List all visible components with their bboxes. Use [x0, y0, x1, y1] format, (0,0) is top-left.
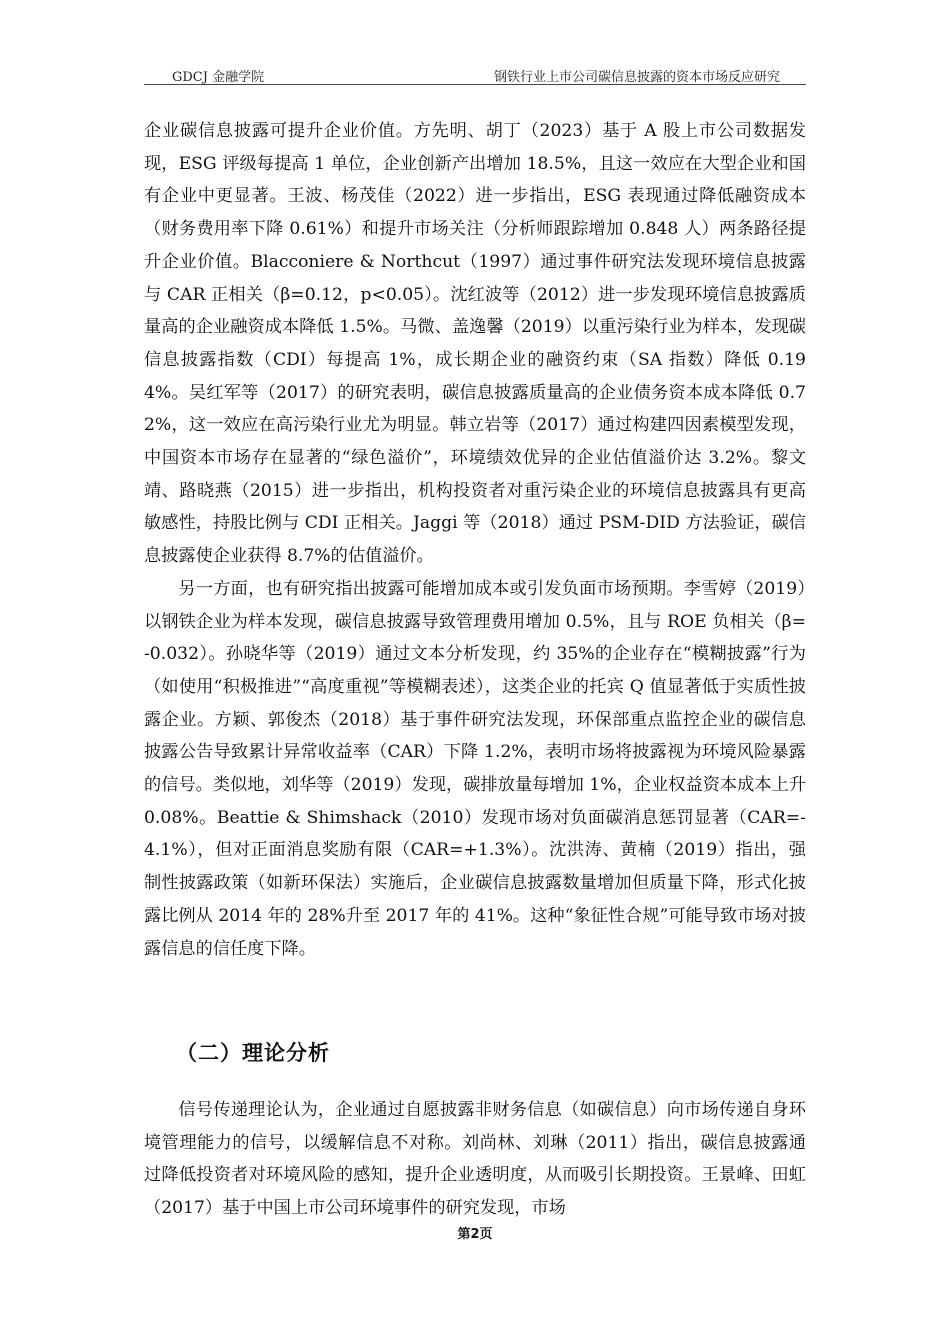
section-title: （二）理论分析 — [176, 1041, 330, 1065]
paragraph-2: 另一方面，也有研究指出披露可能增加成本或引发负面市场预期。李雪婷（2019）以钢铁企业为样本发现，碳信息披露导致管理费用增加 0.5%，且与 ROE 负相关（β=-0.032）。孙晓华等（2019）通过文本分析发现，约 35%的企业存在“模糊披露”行为（如使用“积极推进”“高度重视”等模糊表述），这类企业的托宾 Q 值显著低于实质性披露企业。方颖、郭俊杰（2018）基于事件研究法发现，环保部重点监控企业的碳信息披露公告导致累计异常收益率（CAR）下降 1.2%，表明市场将披露视为环境风险暴露的信号。类似地，刘华等（2019）发现，碳排放量每增加 1%，企业权益资本成本上升 0.08%。Beattie & Shimshack（2010）发现市场对负面碳消息惩罚显著（CAR=-4.1%），但对正面消息奖励有限（CAR=+1.3%）。沈洪涛、黄楠（2019）指出，强制性披露政策（如新环保法）实施后，企业碳信息披露数量增加但质量下降，形式化披露比例从 2014 年的 28%升至 2017 年的 41%。这种“象征性合规”可能导致市场对披露信息的信任度下降。 — [144, 578, 806, 959]
body-text-2 — [144, 1094, 806, 1225]
header-right: 钢铁行业上市公司碳信息披露的资本市场反应研究 — [493, 70, 780, 85]
paragraph-1: 企业碳信息披露可提升企业价值。方先明、胡丁（2023）基于 A 股上市公司数据发现，ESG 评级每提高 1 单位，企业创新产出增加 18.5%，且这一效应在大型企业和国有企业中更显著。王波、杨茂佳（2022）进一步指出，ESG 表现通过降低融资成本（财务费用率下降 0.61%）和提升市场关注（分析师跟踪增加 0.848 人）两条路径提升企业价值。Blacconiere & Northcut（1997）通过事件研究法发现环境信息披露与 CAR 正相关（β=0.12，p<0.05）。沈红波等（2012）进一步发现环境信息披露质量高的企业融资成本降低 1.5%。马微、盖逸馨（2019）以重污染行业为样本，发现碳信息披露指数（CDI）每提高 1%，成长期企业的融资约束（SA 指数）降低 0.194%。吴红军等（2017）的研究表明，碳信息披露质量高的企业债务资本成本降低 0.72%，这一效应在高污染行业尤为明显。韩立岩等（2017）通过构建四因素模型发现，中国资本市场存在显著的“绿色溢价”，环境绩效优异的企业估值溢价达 3.2%。黎文靖、路晓燕（2015）进一步指出，机构投资者对重污染企业的环境信息披露具有更高敏感性，持股比例与 CDI 正相关。Jaggi 等（2018）通过 PSM-DID 方法验证，碳信息披露使企业获得 8.7%的估值溢价。 — [144, 121, 806, 567]
running-header — [144, 62, 806, 85]
header-left: GDCJ 金融学院 — [172, 70, 265, 85]
paragraph-3: 信号传递理论认为，企业通过自愿披露非财务信息（如碳信息）向市场传递自身环境管理能力的信号，以缓解信息不对称。刘尚林、刘琳（2011）指出，碳信息披露通过降低投资者对环境风险的感知，提升企业透明度，从而吸引长期投资。王景峰、田虹（2017）基于中国上市公司环境事件的研究发现，市场 — [144, 1100, 806, 1219]
body-text — [144, 115, 806, 965]
page-number: 第2页 — [457, 1227, 493, 1242]
